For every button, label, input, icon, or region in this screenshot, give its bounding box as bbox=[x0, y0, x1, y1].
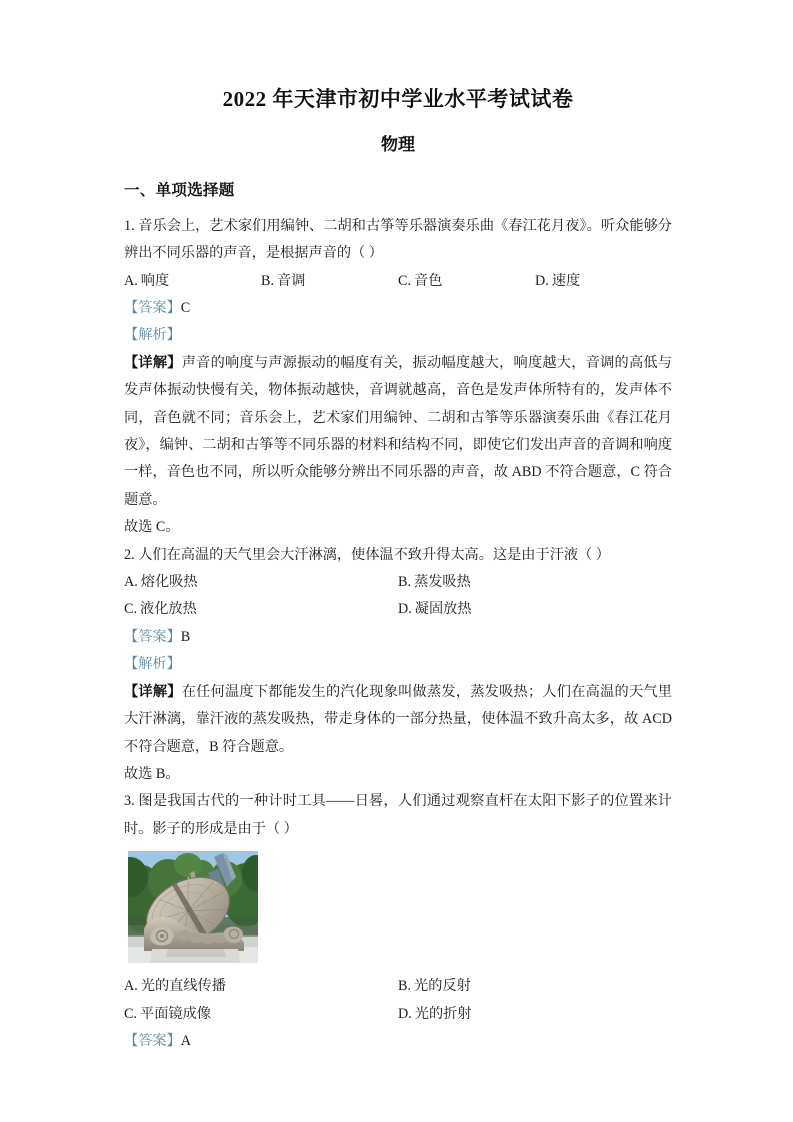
analysis-label: 【解析】 bbox=[124, 656, 181, 673]
question-2 bbox=[124, 542, 672, 789]
option-d-letter: D. bbox=[398, 1005, 412, 1022]
conclusion-line: 故选 B。 bbox=[124, 765, 180, 782]
option-d-text: 凝固放热 bbox=[414, 601, 472, 618]
question-3-options-row-2 bbox=[124, 1001, 672, 1028]
answer-line bbox=[124, 295, 672, 322]
option-c[interactable] bbox=[398, 268, 535, 295]
analysis-label: 【解析】 bbox=[124, 327, 181, 344]
option-c-letter: C. bbox=[124, 1005, 138, 1022]
section-heading-single-choice: 一、单项选择题 bbox=[124, 182, 235, 199]
question-stem: 2. 人们在高温的天气里会大汗淋漓，使体温不致升得太高。这是由于汗液（ ） bbox=[124, 546, 610, 563]
option-d[interactable] bbox=[398, 1001, 672, 1028]
option-a-letter: A. bbox=[124, 978, 138, 995]
option-d-letter: D. bbox=[535, 272, 549, 289]
option-b-text: 光的反射 bbox=[414, 978, 471, 995]
answer-line bbox=[124, 1028, 672, 1055]
option-d-letter: D. bbox=[398, 601, 412, 618]
answer-value: C bbox=[180, 300, 191, 317]
detail-paragraph bbox=[124, 350, 672, 514]
option-b-text: 音调 bbox=[277, 272, 306, 289]
option-a-text: 熔化吸热 bbox=[140, 574, 198, 591]
option-c-text: 液化放热 bbox=[140, 601, 197, 618]
page-title: 2022 年天津市初中学业水平考试试卷 bbox=[222, 87, 574, 111]
option-a[interactable] bbox=[124, 268, 261, 295]
question-3 bbox=[124, 788, 672, 1055]
page-content bbox=[124, 84, 672, 1055]
detail-label: 【详解】 bbox=[124, 683, 182, 700]
option-d-text: 速度 bbox=[551, 272, 581, 289]
question-1-options bbox=[124, 268, 672, 295]
question-stem: 1. 音乐会上，艺术家们用编钟、二胡和古筝等乐器演奏乐曲《春江花月夜》。听众能够分辨出不同乐器的声音，是根据声音的（ ） bbox=[124, 217, 672, 262]
option-b[interactable] bbox=[398, 569, 672, 596]
option-a-text: 响度 bbox=[140, 272, 170, 289]
option-c[interactable] bbox=[124, 596, 398, 623]
option-b[interactable] bbox=[398, 973, 672, 1000]
analysis-line bbox=[124, 322, 672, 349]
question-stem: 3. 图是我国古代的一种计时工具——日晷，人们通过观察直杆在太阳下影子的位置来计时。影子的形成是由于（ ） bbox=[124, 793, 672, 837]
option-a-text: 光的直线传播 bbox=[140, 978, 226, 995]
detail-text: 声音的响度与声源振动的幅度有关，振动幅度越大，响度越大，音调的高低与发声体振动快慢有关，物体振动越快，音调就越高，音色是发声体所特有的，发声体不同，音色就不同；音乐会上，艺术家们用编钟、二胡和古筝等乐器演奏乐曲《春江花月夜》，编钟、二胡和古筝等不同乐器的材料和结构不同，即使它们发出声音的音调和响度一样，音色也不同，所以听众能够分辨出不同乐器的声音，故 ABD 不符合题意，C 符合题意。 bbox=[124, 354, 672, 508]
option-b-letter: B. bbox=[398, 574, 412, 591]
answer-line bbox=[124, 624, 672, 651]
answer-label: 【答案】 bbox=[124, 628, 181, 645]
option-b[interactable] bbox=[261, 268, 398, 295]
option-a-letter: A. bbox=[124, 272, 138, 289]
option-c[interactable] bbox=[124, 1001, 398, 1028]
detail-text: 在任何温度下都能发生的汽化现象叫做蒸发，蒸发吸热；人们在高温的天气里大汗淋漓，靠汗液的蒸发吸热，带走身体的一部分热量，使体温不致升高太多，故 ACD 不符合题意，B 符合题意。 bbox=[124, 683, 672, 755]
option-c-letter: C. bbox=[124, 601, 138, 618]
answer-label: 【答案】 bbox=[124, 1032, 181, 1049]
sundial-photo bbox=[128, 851, 258, 963]
detail-label: 【详解】 bbox=[124, 354, 182, 371]
option-d-text: 光的折射 bbox=[414, 1005, 472, 1022]
question-2-options-row-2 bbox=[124, 596, 672, 623]
answer-label: 【答案】 bbox=[124, 300, 181, 317]
conclusion-line: 故选 C。 bbox=[124, 519, 180, 536]
subject-title: 物理 bbox=[381, 134, 415, 154]
question-1 bbox=[124, 213, 672, 542]
option-c-text: 音色 bbox=[414, 272, 443, 289]
option-b-letter: B. bbox=[261, 272, 275, 289]
option-a[interactable] bbox=[124, 973, 398, 1000]
question-2-options-row-1 bbox=[124, 569, 672, 596]
detail-paragraph bbox=[124, 679, 672, 761]
answer-value: A bbox=[180, 1032, 192, 1049]
option-a[interactable] bbox=[124, 569, 398, 596]
option-b-letter: B. bbox=[398, 978, 412, 995]
option-d[interactable] bbox=[535, 268, 672, 295]
answer-value: B bbox=[180, 628, 191, 645]
question-3-options-row-1 bbox=[124, 973, 672, 1000]
option-b-text: 蒸发吸热 bbox=[414, 574, 471, 591]
option-a-letter: A. bbox=[124, 574, 138, 591]
option-c-text: 平面镜成像 bbox=[140, 1005, 211, 1022]
option-c-letter: C. bbox=[398, 272, 412, 289]
question-3-figure bbox=[128, 851, 672, 963]
option-d[interactable] bbox=[398, 596, 672, 623]
analysis-line bbox=[124, 651, 672, 678]
